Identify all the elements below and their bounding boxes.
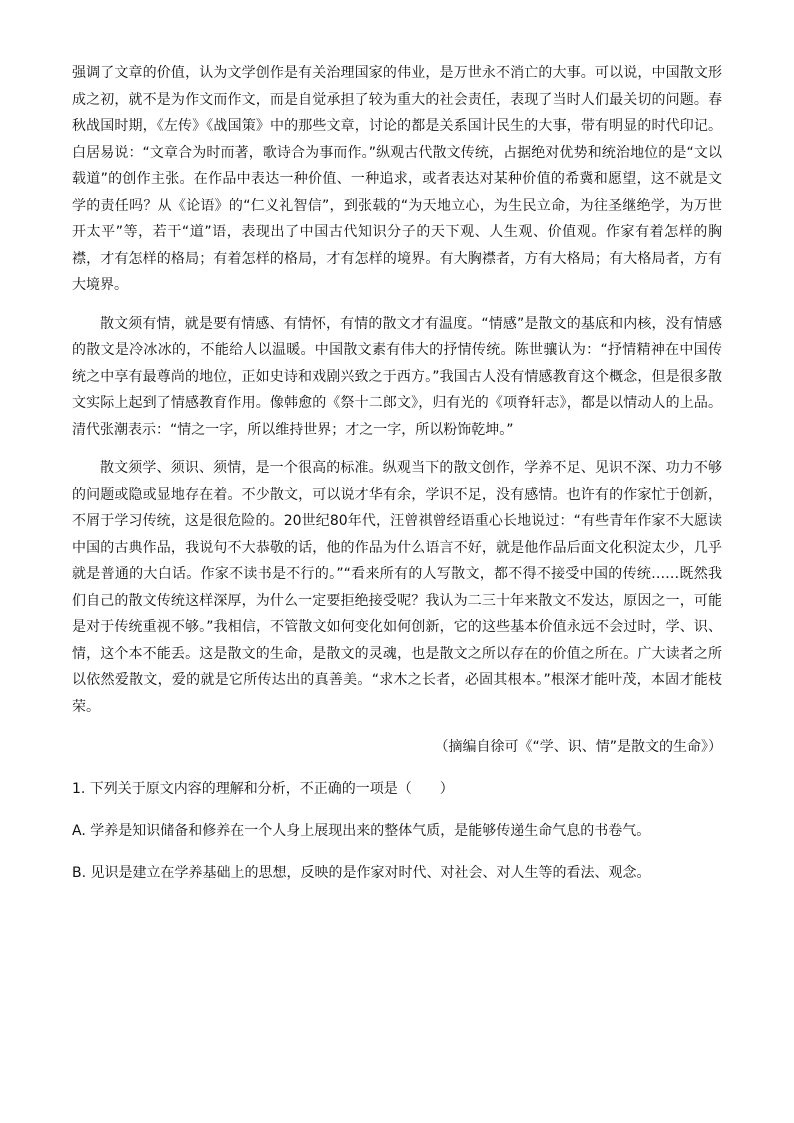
body-paragraph-1: 强调了文章的价值，认为文学创作是有关治理国家的伟业，是万世永不消亡的大事。可以说，中国散文形成之初，就不是为作文而作文，而是自觉承担了较为重大的社会责任，表现了当时人们最关切的问题。春秋战国时期，《左传》《战国策》中的那些文章，讨论的都是关系国计民生的大事，带有明显的时代印记。白居易说：“文章合为时而著，歌诗合为事而作。”纵观古代散文传统，占据绝对优势和统治地位的是“文以载道”的创作主张。在作品中表达一种价值、一种追求，或者表达对某种价值的希冀和愿望，这不就是文学的责任吗？从《论语》的“仁义礼智信”，到张载的“为天地立心，为生民立命，为往圣继绝学，为万世开太平”等，若干“道”语，表现出了中国古代知识分子的天下观、人生观、价值观。作家有着怎样的胸襟，才有怎样的格局；有着怎样的格局，才有怎样的境界。有大胸襟者，方有大格局；有大格局者，方有大境界。	[72, 65, 722, 293]
option-a: A. 学养是知识储备和修养在一个人身上展现出来的整体气质，是能够传递生命气息的书卷气。	[72, 823, 651, 839]
document-page	[72, 60, 722, 886]
body-paragraph-2: 散文须有情，就是要有情感、有情怀，有情的散文才有温度。“情感”是散文的基底和内核，没有情感的散文是冷冰冰的，不能给人以温暖。中国散文素有伟大的抒情传统。陈世骧认为：“抒情精神在中国传统之中享有最尊尚的地位，正如史诗和戏剧兴致之于西方。”我国古人没有情感教育这个概念，但是很多散文实际上起到了情感教育作用。像韩愈的《祭十二郎文》，归有光的《项脊轩志》，都是以情动人的上品。清代张潮表示：“情之一字，所以维持世界；才之一字，所以粉饰乾坤。”	[72, 315, 722, 438]
option-b: B. 见识是建立在学养基础上的思想，反映的是作家对时代、对社会、对人生等的看法、观念。	[72, 865, 651, 881]
question-stem: 1. 下列关于原文内容的理解和分析，不正确的一项是（ ）	[72, 781, 454, 797]
body-paragraph-3: 散文须学、须识、须情，是一个很高的标准。纵观当下的散文创作，学养不足、见识不深、功力不够的问题或隐或显地存在着。不少散文，可以说才华有余，学识不足，没有感情。也许有的作家忙于创新，不屑于学习传统，这是很危险的。20世纪80年代，汪曾祺曾经语重心长地说过：“有些青年作家不大愿读中国的古典作品，我说句不大恭敬的话，他的作品为什么语言不好，就是他作品后面文化积淀太少，几乎就是普通的大白话。作家不读书是不行的。”“看来所有的人写散文，都不得不接受中国的传统……既然我们自己的散文传统这样深厚，为什么一定要拒绝接受呢？我认为二三十年来散文不发达，原因之一，可能是对于传统重视不够。”我相信，不管散文如何变化如何创新，它的这些基本价值永远不会过时，学、识、情，这个本不能丢。这是散文的生命，是散文的灵魂，也是散文之所以存在的价值之所在。广大读者之所以依然爱散文，爱的就是它所传达出的真善美。“求木之长者，必固其根本。”根深才能叶茂，本固才能枝荣。	[72, 460, 722, 715]
source-citation: （摘编自徐可《“学、识、情”是散文的生命》）	[434, 739, 722, 755]
